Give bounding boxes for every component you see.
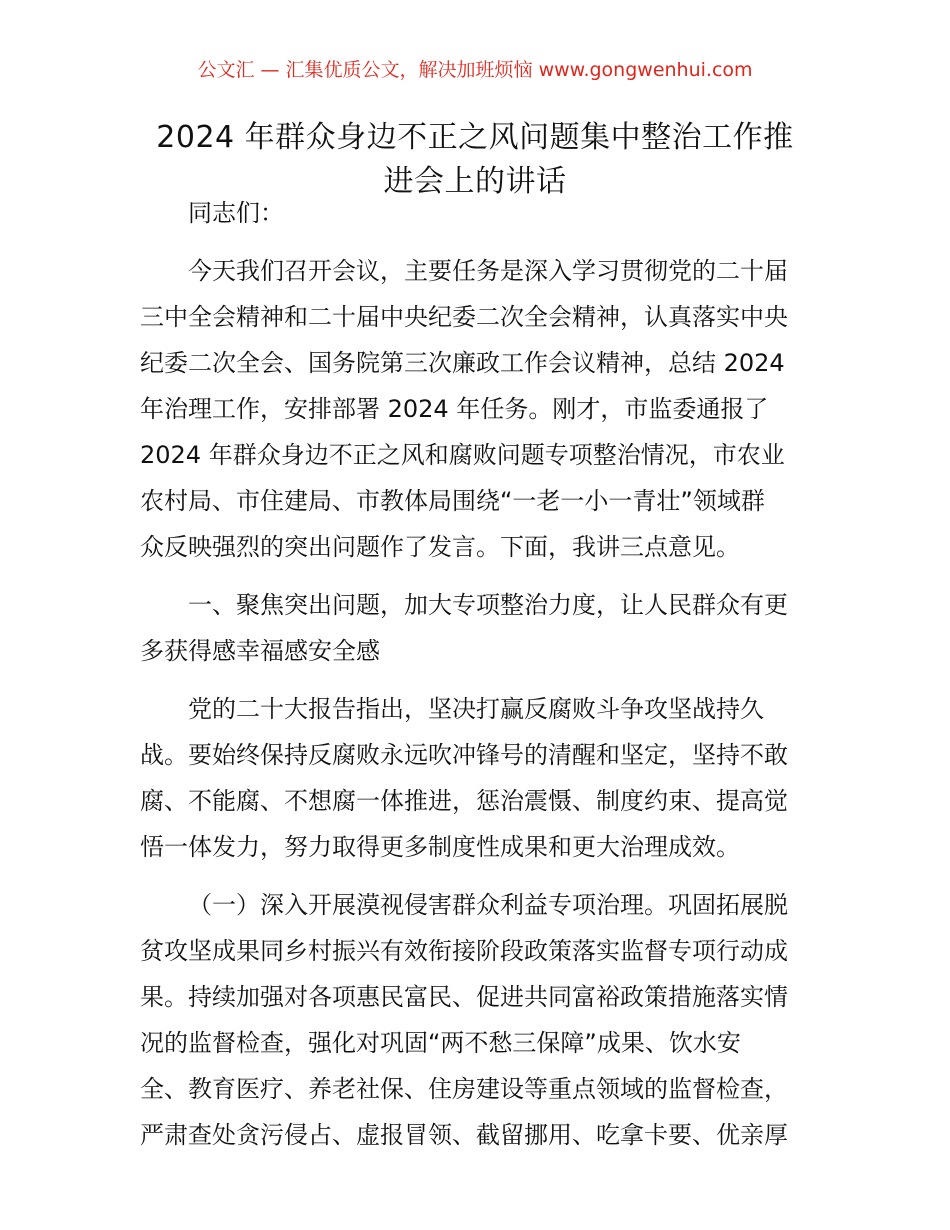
heading-line: 多获得感幸福感安全感 (140, 637, 380, 665)
paragraph-section-1 (140, 686, 815, 870)
text-line: 三中全会精神和二十届中央纪委二次全会精神，认真落实中央 (140, 303, 788, 331)
text-line: 众反映强烈的突出问题作了发言。下面，我讲三点意见。 (140, 533, 740, 561)
paragraph-subsection-1 (140, 882, 815, 1158)
text-line: 严肃查处贪污侵占、虚报冒领、截留挪用、吃拿卡要、优亲厚 (140, 1121, 788, 1149)
text-line: 农村局、市住建局、市教体局围绕“一老一小一青壮”领域群 (140, 487, 765, 515)
text-line: 况的监督检查，强化对巩固“两不愁三保障”成果、饮水安 (140, 1029, 741, 1057)
salutation (140, 190, 815, 236)
title-line: 进会上的讲话 (383, 164, 567, 199)
heading-line: 一、聚焦突出问题，加大专项整治力度，让人民群众有更 (188, 591, 788, 619)
text-line: 果。持续加强对各项惠民富民、促进共同富裕政策措施落实情 (140, 983, 788, 1011)
text-line: 悟一体发力，努力取得更多制度性成果和更大治理成效。 (140, 833, 740, 861)
text-line: 2024 年群众身边不正之风和腐败问题专项整治情况，市农业 (140, 441, 785, 469)
document-body (140, 190, 815, 1170)
title-line: 2024 年群众身边不正之风问题集中整治工作推 (156, 120, 794, 155)
salutation-text: 同志们： (188, 199, 284, 227)
section-heading-1 (140, 582, 815, 674)
text-line: 年治理工作，安排部署 2024 年任务。刚才，市监委通报了 (140, 395, 769, 423)
paragraph-intro (140, 248, 815, 570)
site-banner[interactable]: 公文汇 — 汇集优质公文，解决加班烦恼 www.gongwenhui.com (197, 59, 753, 81)
text-line: 今天我们召开会议，主要任务是深入学习贯彻党的二十届 (188, 257, 788, 285)
text-line: 全、教育医疗、养老社保、住房建设等重点领域的监督检查， (140, 1075, 788, 1103)
text-line: 党的二十大报告指出，坚决打赢反腐败斗争攻坚战持久 (188, 695, 764, 723)
text-line: 纪委二次全会、国务院第三次廉政工作会议精神，总结 2024 (140, 349, 785, 377)
text-line: 腐、不能腐、不想腐一体推进，惩治震慑、制度约束、提高觉 (140, 787, 788, 815)
text-line: 贫攻坚成果同乡村振兴有效衔接阶段政策落实监督专项行动成 (140, 937, 788, 965)
text-line: （一）深入开展漠视侵害群众利益专项治理。巩固拓展脱 (188, 891, 788, 919)
text-line: 战。要始终保持反腐败永远吹冲锋号的清醒和坚定，坚持不敢 (140, 741, 788, 769)
